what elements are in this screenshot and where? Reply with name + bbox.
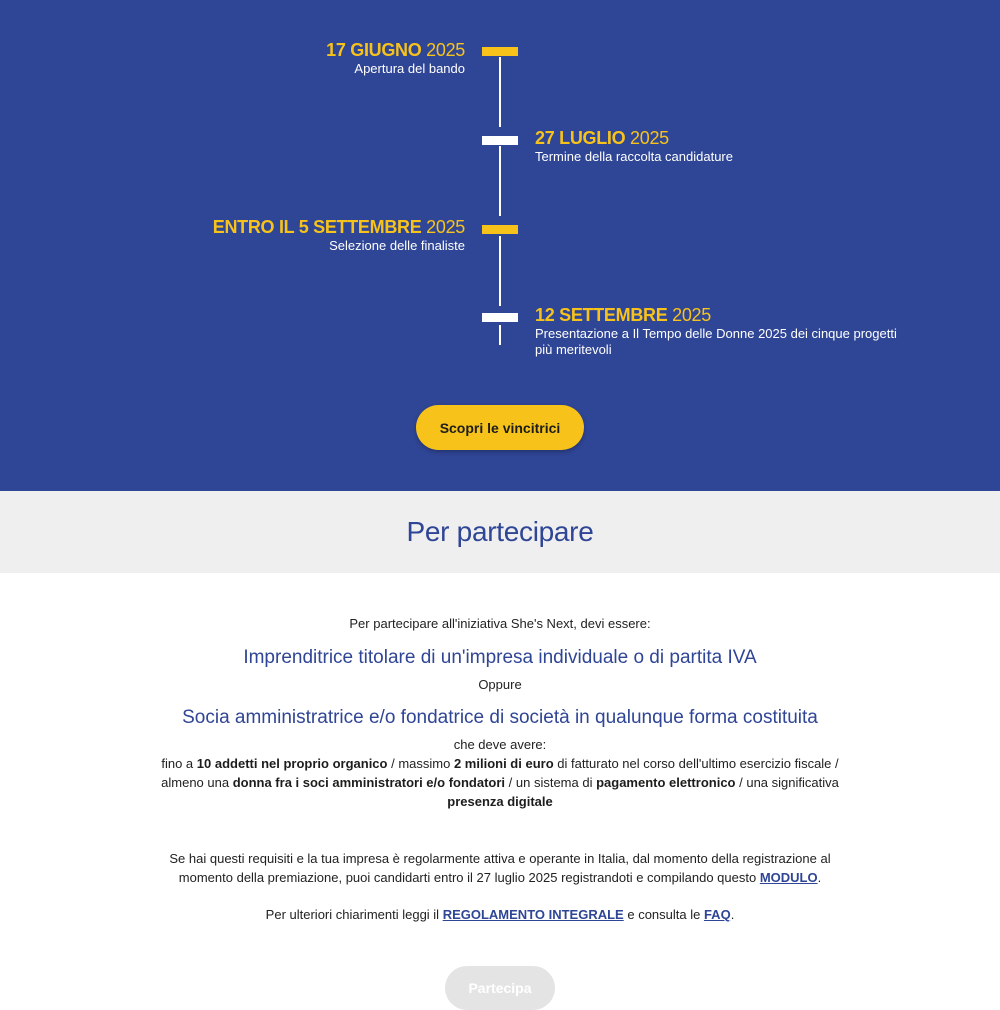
must-have-text: che deve avere: [453,737,547,752]
event-date: 17 GIUGNO 2025 [326,40,465,60]
timeline-axis-4 [499,325,501,345]
option-partner: Socia amministratrice e/o fondatrice di società in qualunque forma costituita [182,707,818,728]
timeline-axis-1 [499,57,501,127]
regolamento-link[interactable]: REGOLAMENTO INTEGRALE [442,907,624,922]
timeline-event-2 [535,127,915,165]
req-revenue: 2 milioni di euro [453,756,554,771]
eligibility-text: Se hai questi requisiti e la tua impresa è regolarmente attiva e operante in Italia, dal momento della registrazione al momento della premiazione, puoi candidarti entro il 27 luglio 2025 registrandoti e compilando questo MODULO. [169,851,831,885]
req-woman-partner: donna fra i soci amministratori e/o fondatori [232,775,506,790]
timeline-marker-1 [482,47,518,56]
event-date: ENTRO IL 5 SETTEMBRE 2025 [212,217,465,237]
event-date: 27 LUGLIO 2025 [535,128,669,148]
event-description-line1: Presentazione a Il Tempo delle Donne 2025 dei cinque progetti [535,326,897,341]
timeline-event-4 [535,304,915,358]
option-individual: Imprenditrice titolare di un'impresa individuale o di partita IVA [243,647,757,668]
event-description: Apertura del bando [354,61,465,76]
event-description: Termine della raccolta candidature [535,149,733,164]
more-info-text: Per ulteriori chiarimenti leggi il REGOLAMENTO INTEGRALE e consulta le FAQ. [265,907,735,922]
event-description: Selezione delle finaliste [329,238,465,253]
timeline-marker-4 [482,313,518,322]
req-employees: 10 addetti nel proprio organico [196,756,388,771]
discover-winners-button[interactable]: Scopri le vincitrici [416,405,584,450]
intro-text: Per partecipare all'iniziativa She's Next, devi essere: [349,616,651,631]
timeline-event-1 [326,39,465,77]
timeline-event-3 [213,216,465,254]
requirements-line2: almeno una donna fra i soci amministratori e/o fondatori / un sistema di pagamento elettronico / una significativa [161,775,839,790]
timeline-section [0,0,1000,491]
or-text: Oppure [478,677,522,692]
event-description-line2: più meritevoli [535,342,612,357]
participate-header [0,491,1000,573]
requirements-line1: fino a 10 addetti nel proprio organico / massimo 2 milioni di euro di fatturato nel corso dell'ultimo esercizio fiscale / [161,756,839,771]
requirements-block [130,735,870,811]
timeline-marker-2 [482,136,518,145]
req-payment: pagamento elettronico [596,775,736,790]
modulo-link[interactable]: MODULO [759,870,818,885]
timeline-axis-2 [499,146,501,216]
participate-button[interactable]: Partecipa [445,966,555,1010]
section-title: Per partecipare [406,516,594,547]
timeline-marker-3 [482,225,518,234]
event-date: 12 SETTEMBRE 2025 [535,305,711,325]
faq-link[interactable]: FAQ [703,907,731,922]
requirements-line3 [130,792,870,811]
timeline-axis-3 [499,236,501,306]
req-digital: presenza digitale [447,794,553,809]
